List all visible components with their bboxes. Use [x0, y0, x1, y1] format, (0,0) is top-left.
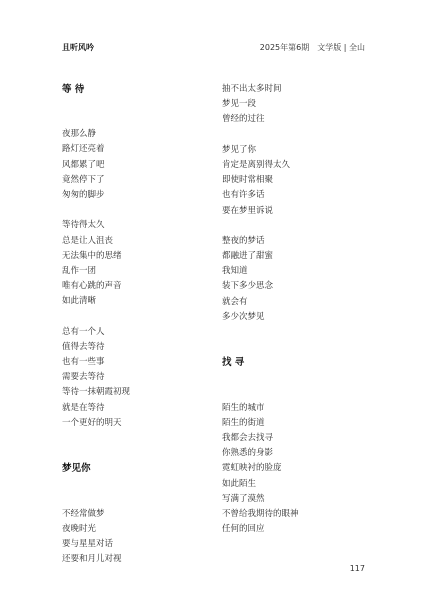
stanza-gap — [222, 385, 372, 400]
poem-line: 梦见一段 — [222, 99, 257, 110]
poem-line: 等待得太久 — [62, 220, 105, 231]
poem-line: 唯有心跳的声音 — [62, 281, 122, 292]
stanza-gap — [222, 219, 372, 234]
stanza-gap — [222, 325, 372, 340]
stanza-gap — [62, 446, 212, 461]
poem-line: 需要去等待 — [62, 372, 105, 383]
poem-line: 要与星星对话 — [62, 538, 114, 549]
poem-line: 就是在等待 — [62, 402, 105, 413]
poem-line: 写满了漠然 — [222, 493, 265, 504]
page-number: 117 — [349, 564, 365, 573]
poem-title: 找 寻 — [222, 357, 245, 369]
poem-line: 匆匆的脚步 — [62, 189, 105, 200]
poem-line: 要在梦里诉说 — [222, 205, 274, 216]
poem-title: 等 待 — [62, 84, 85, 95]
poem-line: 也有许多话 — [222, 190, 265, 201]
poem-line: 总有一个人 — [62, 326, 105, 337]
stanza-gap — [62, 203, 212, 218]
poem-line: 不经常做梦 — [62, 508, 105, 519]
poem-line: 我都会去找寻 — [222, 432, 274, 443]
journal-name: 且听风吟 — [62, 43, 94, 52]
poem-line: 夜那么静 — [62, 129, 97, 140]
poem-line: 曾经的过往 — [222, 114, 265, 125]
poem-line: 你熟悉的身影 — [222, 448, 274, 459]
poem-line: 竟然停下了 — [62, 174, 105, 185]
poem-line: 夜晚时光 — [62, 523, 97, 534]
poem-line: 不曾给我期待的眼神 — [222, 508, 299, 519]
stanza-gap — [62, 309, 212, 324]
right-poem-column — [222, 82, 372, 537]
poem-line: 还要和月儿对视 — [62, 554, 122, 565]
poem-line: 就会有 — [222, 296, 248, 307]
stanza-gap — [62, 431, 212, 446]
poem-line: 即使时常相聚 — [222, 175, 274, 186]
stanza-gap — [222, 340, 372, 355]
poem-title: 梦见你 — [62, 463, 91, 475]
poem-line: 肯定是离别得太久 — [222, 159, 291, 170]
issue-info: 2025年第6期 文学版 | 全山 — [259, 43, 365, 52]
poem-line: 陌生的城市 — [222, 402, 265, 413]
poem-line: 霓虹映衬的脸庞 — [222, 463, 282, 474]
poem-line: 等待一抹朝霞初现 — [62, 387, 131, 398]
poem-line: 都融进了甜蜜 — [222, 251, 274, 262]
poem-line: 风都累了吧 — [62, 159, 105, 170]
poem-line: 乱作一团 — [62, 265, 97, 276]
stanza-gap — [222, 128, 372, 143]
poem-line: 值得去等待 — [62, 341, 105, 352]
stanza-gap — [62, 112, 212, 127]
poem-line: 如此陌生 — [222, 478, 257, 489]
poem-line: 路灯还亮着 — [62, 144, 105, 155]
poem-line: 陌生的街道 — [222, 417, 265, 428]
poem-line: 梦见了你 — [222, 144, 257, 155]
poem-line: 也有一些事 — [62, 357, 105, 367]
poem-line: 装下多少思念 — [222, 281, 274, 292]
poem-line: 多少次梦见 — [222, 311, 265, 322]
poem-line: 抽不出太多时间 — [222, 84, 282, 94]
poem-line: 无法集中的思绪 — [62, 250, 122, 261]
poem-line: 如此清晰 — [62, 296, 97, 307]
poem-line: 总是让人沮丧 — [62, 235, 114, 246]
stanza-gap — [62, 491, 212, 506]
poem-line: 任何的回应 — [222, 524, 265, 535]
left-poem-column — [62, 82, 212, 567]
poem-line: 我知道 — [222, 266, 248, 277]
poem-line: 整夜的梦话 — [222, 235, 265, 246]
poem-line: 一个更好的明天 — [62, 417, 122, 428]
